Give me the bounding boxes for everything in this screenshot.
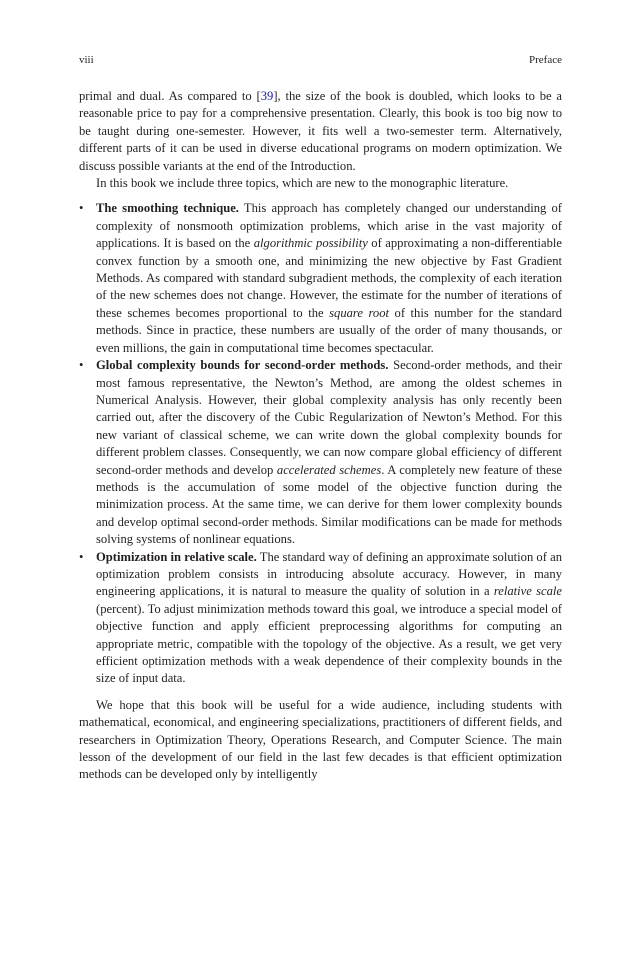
emphasis-text: accelerated schemes bbox=[276, 462, 382, 477]
topic-list bbox=[79, 200, 562, 687]
citation-link[interactable]: 39 bbox=[260, 89, 274, 103]
paragraph-text: , the size of the book is doubled, which looks to be a reasonable price to pay for a comprehensive presentation. Clearly, this book is too big now to be taught during one-semester. However, it fits well a two-semester term. Alternatively, different parts of it can be used in diverse educational programs on modern optimization. We discuss possible variants at the end of the Introduction. bbox=[79, 89, 562, 173]
emphasis-text: relative scale bbox=[493, 584, 562, 599]
bullet-marker: • bbox=[79, 358, 84, 373]
list-item-text: of approximating a non-differentiable convex function by a smooth one, and minimizing the new objective by Fast Gradient Methods. As compared with standard subgradient methods, the complexity of each iteration of the new schemes does not change. However, the estimate for the number of iterations of these schemes becomes proportional to the bbox=[96, 236, 562, 320]
page-number: viii bbox=[79, 54, 94, 66]
paragraph-text: primal and dual. As compared to bbox=[79, 89, 257, 103]
bullet-marker: • bbox=[79, 201, 84, 216]
list-item-text: Second-order methods, and their most famous representative, the Newton’s Method, are among the oldest schemes in Numerical Analysis. However, their global complexity analysis has only recently been carried out, after the discovery of the Cubic Regularization of Newton’s Method. For this new variant of classical scheme, we can write down the global complexity bounds for different problem classes. Consequently, we can now compare global efficiency of different second-order methods and develop bbox=[96, 358, 562, 477]
list-item-title: The smoothing technique. bbox=[96, 201, 239, 216]
page-body bbox=[79, 88, 562, 784]
list-item-text: (percent). To adjust minimization methods toward this goal, we introduce a special model of objective function and apply efficient preprocessing algorithms for computing an appropriate metric, compatible with the topology of the objective. As a result, we get very efficient optimization methods with a weak dependence of their complexity bounds in the size of input data. bbox=[96, 601, 562, 686]
list-item-smoothing-technique bbox=[79, 200, 562, 357]
bullet-marker: • bbox=[79, 549, 84, 564]
running-header: Preface bbox=[529, 54, 562, 66]
list-item-title: Global complexity bounds for second-order methods. bbox=[96, 358, 389, 373]
list-item-relative-scale bbox=[79, 549, 562, 688]
citation-bracket-close: ] bbox=[273, 89, 278, 103]
list-item-second-order-methods bbox=[79, 357, 562, 548]
list-item-text: . A completely new feature of these methods is the accumulation of some model of the objective function during the minimization process. At the same time, we can derive for them lower complexity bounds and develop optimal second-order methods. Similar modifications can be made for methods solving systems of nonlinear equations. bbox=[96, 462, 562, 547]
list-item-title: Optimization in relative scale. bbox=[96, 549, 257, 564]
emphasis-text: square root bbox=[329, 305, 389, 320]
paragraph-three-topics: In this book we include three topics, which are new to the monographic literature. bbox=[96, 176, 509, 191]
list-item-text: of this number for the standard methods. Since in practice, these numbers are usually of the order of many thousands, or even millions, the gain in computational time becomes spectacular. bbox=[96, 305, 562, 355]
citation-bracket-open: [ bbox=[256, 89, 261, 103]
paragraph-audience: We hope that this book will be useful for a wide audience, including students with mathematical, economical, and engineering specializations, practitioners of different fields, and researchers in Optimization Theory, Operations Research, and Computer Science. The main lesson of the development of our field in the last few decades is that efficient optimization methods can be developed only by intelligently bbox=[79, 697, 562, 782]
emphasis-text: algorithmic possibility bbox=[253, 236, 368, 251]
paragraph-primal-dual bbox=[79, 88, 562, 175]
list-item-text: This approach has completely changed our understanding of complexity of nonsmooth optimization problems, which arise in the vast majority of applications. It is based on the bbox=[96, 201, 563, 251]
list-item-text: The standard way of defining an approximate solution of an optimization problem consists in introducing absolute accuracy. However, in many engineering applications, it is natural to measure the quality of solution in a bbox=[96, 549, 563, 599]
